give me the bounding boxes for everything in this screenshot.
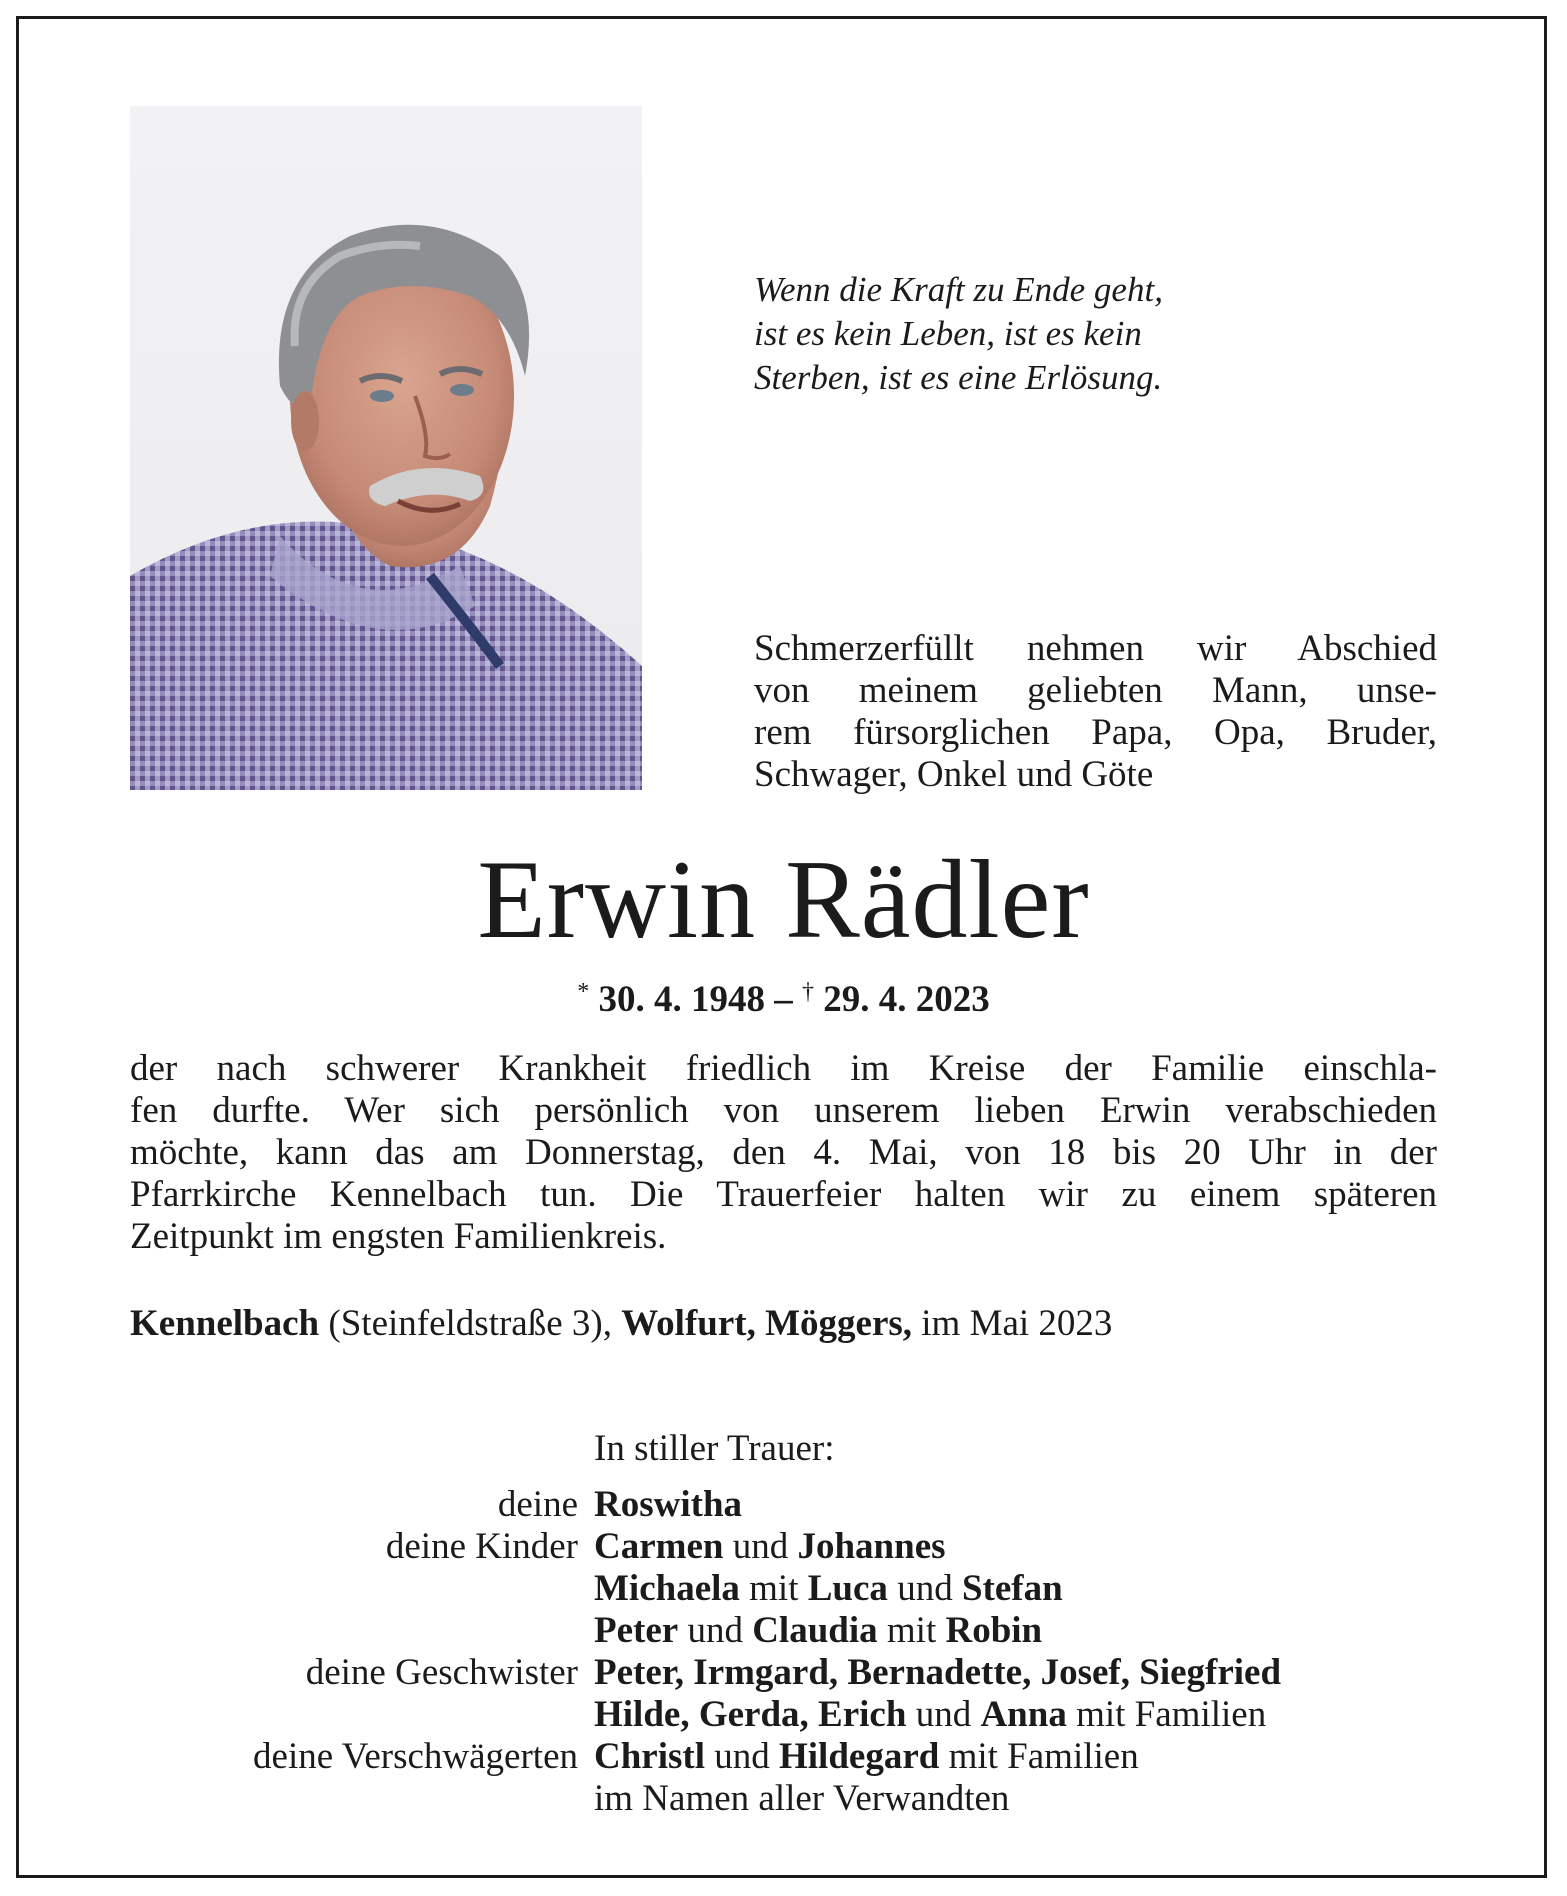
mourner-relation: deine Verschwägerten [253, 1736, 578, 1777]
mourner-name: Hildegard [779, 1736, 940, 1777]
mourner-relation: deine Kinder [385, 1526, 578, 1567]
body-line: Zeitpunkt im engsten Familienkreis. [130, 1216, 667, 1257]
mourner-row [0, 1526, 1567, 1568]
deceased-name: Erwin Rädler [477, 838, 1090, 962]
body-text [130, 1048, 1437, 1258]
quote [754, 268, 1394, 400]
quote-line: Sterben, ist es eine Erlösung. [754, 358, 1163, 397]
mourner-connector: und [678, 1610, 753, 1651]
body-line: möchte, kann das am Donnerstag, den 4. Mai, von 18 bis 20 Uhr in der [130, 1132, 1437, 1173]
mourner-row [0, 1778, 1567, 1820]
quote-line: ist es kein Leben, ist es kein [754, 314, 1142, 353]
body-line: Pfarrkirche Kennelbach tun. Die Trauerfeier halten wir zu einem späteren [130, 1174, 1437, 1215]
mourner-connector: und [906, 1694, 981, 1735]
mourner-names [594, 1484, 742, 1526]
intro-line: Schwager, Onkel und Göte [754, 754, 1154, 795]
mourner-names [594, 1568, 1063, 1610]
mourner-name: Hilde, Gerda, Erich [594, 1694, 907, 1735]
intro-text [754, 628, 1437, 796]
death-symbol: † [802, 979, 814, 1005]
mourner-relation: deine Geschwister [305, 1652, 578, 1693]
mourner-name: Peter [594, 1610, 679, 1651]
intro-line: rem fürsorglichen Papa, Opa, Bruder, [754, 712, 1437, 753]
body-line: der nach schwerer Krankheit friedlich im Kreise der Familie einschla- [130, 1048, 1437, 1089]
mourner-name: Stefan [961, 1568, 1063, 1609]
mourner-name: Roswitha [594, 1484, 743, 1525]
mourner-row [0, 1694, 1567, 1736]
mourner-name: Luca [807, 1568, 888, 1609]
birth-date: 30. 4. 1948 [598, 979, 765, 1020]
place-date-line [130, 1302, 1437, 1346]
mourner-name: Anna [980, 1694, 1067, 1735]
mourner-row [0, 1484, 1567, 1526]
mourner-name: Claudia [752, 1610, 878, 1651]
birth-symbol: * [577, 979, 590, 1005]
mourner-names [594, 1652, 1281, 1694]
place-address: (Steinfeldstraße 3), [319, 1303, 622, 1344]
mourner-connector: mit [877, 1610, 946, 1651]
intro-line: Schmerzerfüllt nehmen wir Abschied [754, 628, 1437, 669]
mourner-name: Michaela [594, 1568, 740, 1609]
mourner-name: Peter, Irmgard, Bernadette, Josef, Siegfried [594, 1652, 1282, 1693]
mourner-name: Johannes [797, 1526, 946, 1567]
death-date: 29. 4. 2023 [823, 979, 990, 1020]
intro-line: von meinem geliebten Mann, unse- [754, 670, 1437, 711]
mourner-names [594, 1526, 946, 1568]
life-dates [0, 970, 1567, 1022]
mourner-row [0, 1736, 1567, 1778]
mourner-names [594, 1736, 1139, 1778]
mourner-connector: und [723, 1526, 798, 1567]
mourner-name: Carmen [594, 1526, 724, 1567]
mourner-connector: im Namen aller Verwandten [594, 1778, 1010, 1819]
mourner-names [594, 1778, 1009, 1820]
mourners-title: In stiller Trauer: [594, 1428, 835, 1469]
place-towns: Wolfurt, Möggers, [621, 1303, 913, 1344]
mourner-connector: und [887, 1568, 962, 1609]
mourner-connector: mit [739, 1568, 808, 1609]
place-date: im Mai 2023 [912, 1303, 1113, 1344]
quote-line: Wenn die Kraft zu Ende geht, [754, 270, 1163, 309]
mourner-names [594, 1694, 1266, 1736]
mourner-names [594, 1610, 1042, 1652]
mourner-relation: deine [497, 1484, 578, 1525]
mourner-row [0, 1652, 1567, 1694]
place-town: Kennelbach [130, 1303, 320, 1344]
date-separator: – [774, 979, 793, 1020]
mourner-connector: mit Familien [1066, 1694, 1267, 1735]
mourner-row [0, 1568, 1567, 1610]
mourner-name: Robin [945, 1610, 1043, 1651]
mourners-list [0, 1484, 1567, 1820]
portrait-photo [130, 106, 642, 790]
mourner-connector: und [705, 1736, 779, 1777]
mourner-row [0, 1610, 1567, 1652]
body-line: fen durfte. Wer sich persönlich von unserem lieben Erwin verabschieden [130, 1090, 1437, 1131]
mourner-name: Christl [594, 1736, 705, 1777]
mourner-connector: mit Familien [939, 1736, 1139, 1777]
